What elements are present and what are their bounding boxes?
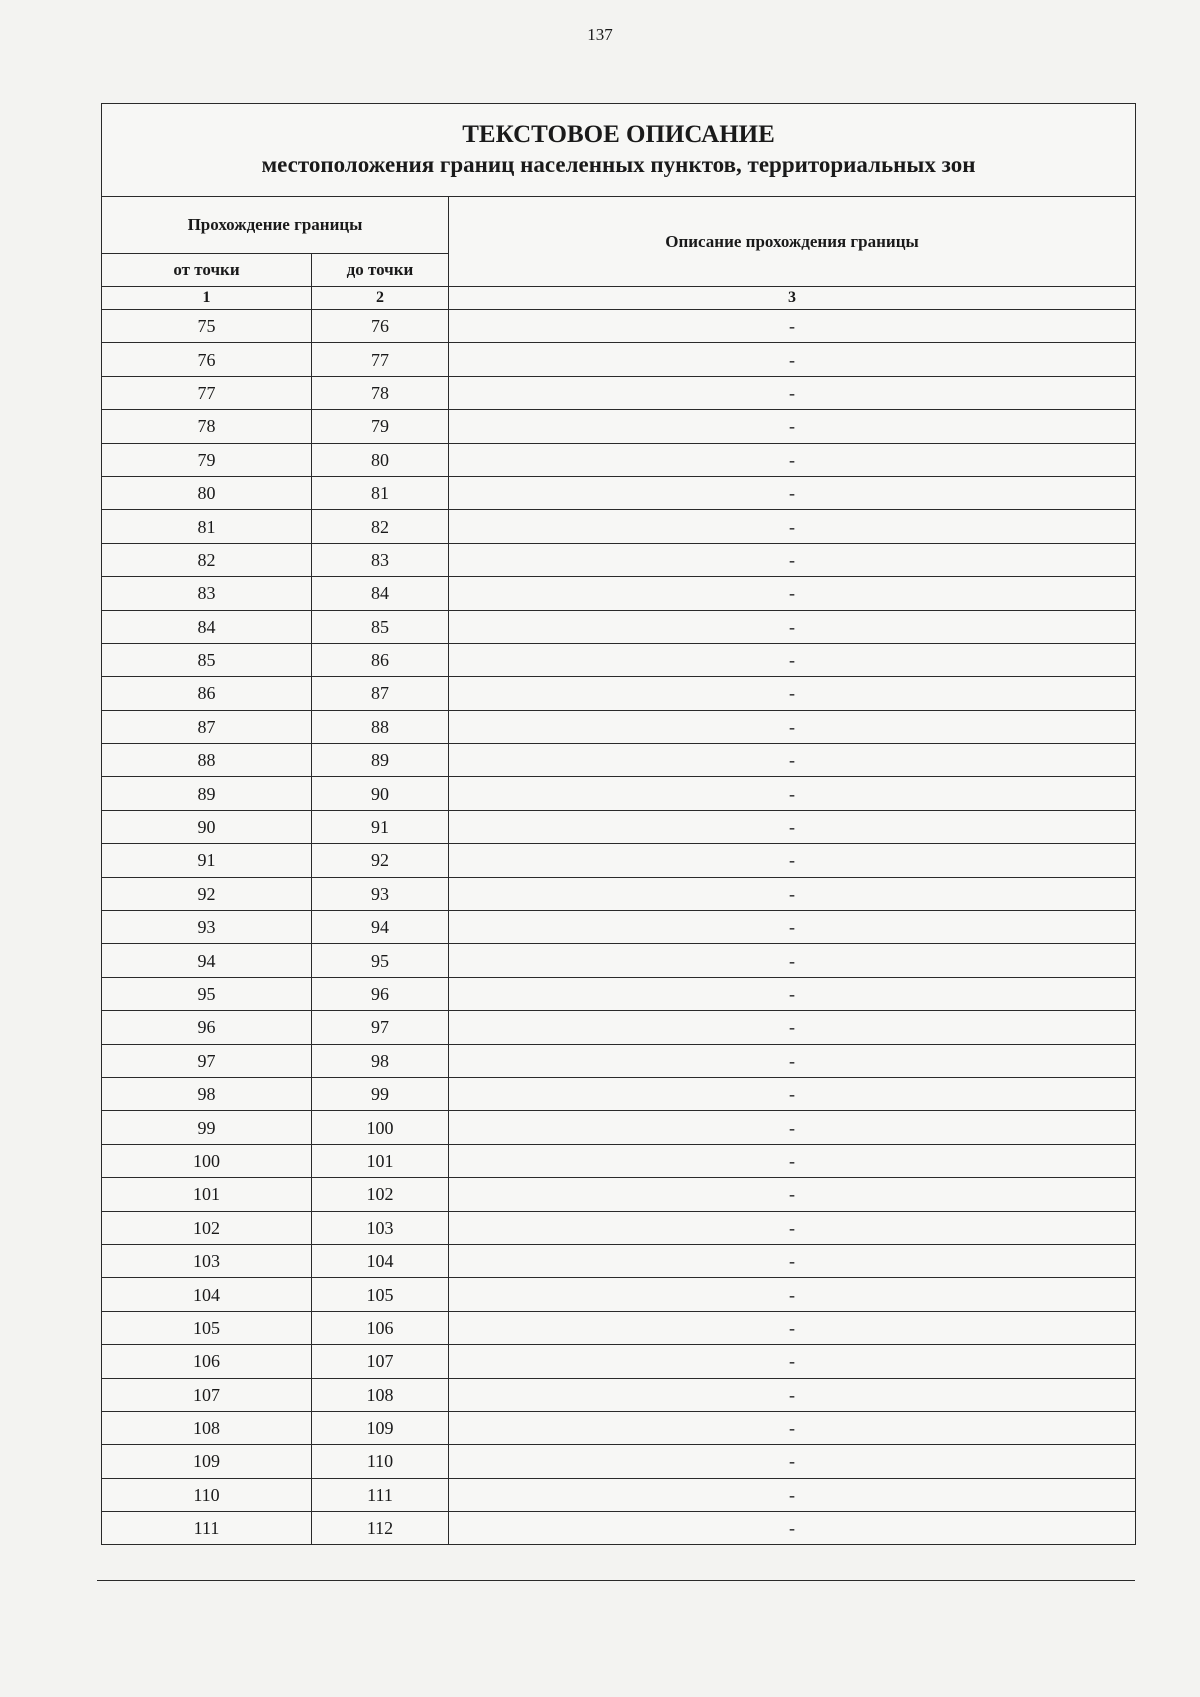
from-point-cell: 81 xyxy=(102,510,312,543)
page-number: 137 xyxy=(587,25,613,44)
to-point-cell: 107 xyxy=(312,1345,449,1378)
to-point-cell: 105 xyxy=(312,1278,449,1311)
from-point-cell: 106 xyxy=(102,1345,312,1378)
to-point-cell: 80 xyxy=(312,443,449,476)
table-row xyxy=(102,1411,1136,1444)
table-row xyxy=(102,677,1136,710)
boundary-description-table xyxy=(101,103,1136,1545)
to-point-cell: 76 xyxy=(312,310,449,343)
description-cell: - xyxy=(449,1445,1136,1478)
description-cell: - xyxy=(449,643,1136,676)
from-point-cell: 83 xyxy=(102,577,312,610)
from-point-cell: 77 xyxy=(102,376,312,409)
from-point-cell: 84 xyxy=(102,610,312,643)
description-cell: - xyxy=(449,911,1136,944)
table-row xyxy=(102,1311,1136,1344)
description-header: Описание прохождения границы xyxy=(449,197,1136,287)
document-subtitle: местоположения границ населенных пунктов, территориальных зон xyxy=(261,152,976,177)
description-cell: - xyxy=(449,1478,1136,1511)
to-point-cell: 106 xyxy=(312,1311,449,1344)
from-point-cell: 96 xyxy=(102,1011,312,1044)
from-point-header: от точки xyxy=(102,254,312,287)
table-row xyxy=(102,443,1136,476)
from-point-cell: 100 xyxy=(102,1144,312,1177)
from-point-cell: 98 xyxy=(102,1077,312,1110)
to-point-header: до точки xyxy=(312,254,449,287)
description-cell: - xyxy=(449,810,1136,843)
to-point-cell: 93 xyxy=(312,877,449,910)
from-point-cell: 95 xyxy=(102,977,312,1010)
column-number-2: 2 xyxy=(312,287,449,310)
description-cell: - xyxy=(449,443,1136,476)
table-row xyxy=(102,777,1136,810)
description-cell: - xyxy=(449,1411,1136,1444)
table-row xyxy=(102,844,1136,877)
description-cell: - xyxy=(449,877,1136,910)
to-point-cell: 90 xyxy=(312,777,449,810)
to-point-cell: 110 xyxy=(312,1445,449,1478)
table-row xyxy=(102,1278,1136,1311)
to-point-cell: 92 xyxy=(312,844,449,877)
description-cell: - xyxy=(449,577,1136,610)
from-point-cell: 101 xyxy=(102,1178,312,1211)
from-point-cell: 107 xyxy=(102,1378,312,1411)
to-point-cell: 96 xyxy=(312,977,449,1010)
from-point-cell: 82 xyxy=(102,543,312,576)
to-point-cell: 100 xyxy=(312,1111,449,1144)
to-point-cell: 99 xyxy=(312,1077,449,1110)
description-cell: - xyxy=(449,1512,1136,1545)
table-row xyxy=(102,710,1136,743)
from-point-cell: 92 xyxy=(102,877,312,910)
table-row xyxy=(102,1512,1136,1545)
description-cell: - xyxy=(449,610,1136,643)
description-cell: - xyxy=(449,710,1136,743)
description-cell: - xyxy=(449,510,1136,543)
description-cell: - xyxy=(449,1077,1136,1110)
table-row xyxy=(102,1077,1136,1110)
description-cell: - xyxy=(449,343,1136,376)
from-point-cell: 104 xyxy=(102,1278,312,1311)
to-point-cell: 102 xyxy=(312,1178,449,1211)
from-point-cell: 76 xyxy=(102,343,312,376)
description-cell: - xyxy=(449,977,1136,1010)
description-cell: - xyxy=(449,1345,1136,1378)
description-cell: - xyxy=(449,1278,1136,1311)
table-row xyxy=(102,1111,1136,1144)
description-cell: - xyxy=(449,1244,1136,1277)
from-point-cell: 78 xyxy=(102,410,312,443)
document-title: ТЕКСТОВОЕ ОПИСАНИЕ xyxy=(462,121,775,148)
description-cell: - xyxy=(449,310,1136,343)
description-cell: - xyxy=(449,677,1136,710)
table-title-cell xyxy=(102,104,1136,197)
table-row xyxy=(102,510,1136,543)
from-point-cell: 97 xyxy=(102,1044,312,1077)
from-point-cell: 105 xyxy=(102,1311,312,1344)
to-point-cell: 101 xyxy=(312,1144,449,1177)
to-point-cell: 97 xyxy=(312,1011,449,1044)
column-number-1: 1 xyxy=(102,287,312,310)
table-row xyxy=(102,1011,1136,1044)
from-point-cell: 108 xyxy=(102,1411,312,1444)
table-row xyxy=(102,911,1136,944)
description-cell: - xyxy=(449,376,1136,409)
from-point-cell: 86 xyxy=(102,677,312,710)
boundary-passage-header: Прохождение границы xyxy=(102,197,449,254)
from-point-cell: 102 xyxy=(102,1211,312,1244)
description-cell: - xyxy=(449,476,1136,509)
table-row xyxy=(102,1211,1136,1244)
column-number-3: 3 xyxy=(449,287,1136,310)
description-cell: - xyxy=(449,1044,1136,1077)
table-row xyxy=(102,610,1136,643)
table-row xyxy=(102,1044,1136,1077)
to-point-cell: 85 xyxy=(312,610,449,643)
table-row xyxy=(102,1144,1136,1177)
table-row xyxy=(102,476,1136,509)
to-point-cell: 87 xyxy=(312,677,449,710)
table-row xyxy=(102,1445,1136,1478)
table-row xyxy=(102,1378,1136,1411)
table-row xyxy=(102,977,1136,1010)
table-row xyxy=(102,810,1136,843)
title-row xyxy=(102,104,1136,197)
table-row xyxy=(102,543,1136,576)
from-point-cell: 80 xyxy=(102,476,312,509)
to-point-cell: 109 xyxy=(312,1411,449,1444)
from-point-cell: 88 xyxy=(102,744,312,777)
to-point-cell: 108 xyxy=(312,1378,449,1411)
from-point-cell: 94 xyxy=(102,944,312,977)
from-point-cell: 111 xyxy=(102,1512,312,1545)
description-cell: - xyxy=(449,410,1136,443)
from-point-cell: 91 xyxy=(102,844,312,877)
table-row xyxy=(102,1478,1136,1511)
to-point-cell: 81 xyxy=(312,476,449,509)
description-cell: - xyxy=(449,1178,1136,1211)
table-row xyxy=(102,944,1136,977)
to-point-cell: 98 xyxy=(312,1044,449,1077)
column-number-row xyxy=(102,287,1136,310)
to-point-cell: 88 xyxy=(312,710,449,743)
description-cell: - xyxy=(449,944,1136,977)
to-point-cell: 82 xyxy=(312,510,449,543)
from-point-cell: 75 xyxy=(102,310,312,343)
table-row xyxy=(102,1244,1136,1277)
description-cell: - xyxy=(449,543,1136,576)
to-point-cell: 78 xyxy=(312,376,449,409)
to-point-cell: 103 xyxy=(312,1211,449,1244)
description-cell: - xyxy=(449,844,1136,877)
table-row xyxy=(102,343,1136,376)
from-point-cell: 90 xyxy=(102,810,312,843)
description-cell: - xyxy=(449,1111,1136,1144)
to-point-cell: 86 xyxy=(312,643,449,676)
header-row-top xyxy=(102,197,1136,254)
to-point-cell: 89 xyxy=(312,744,449,777)
table-row xyxy=(102,1345,1136,1378)
from-point-cell: 87 xyxy=(102,710,312,743)
description-cell: - xyxy=(449,1211,1136,1244)
from-point-cell: 109 xyxy=(102,1445,312,1478)
table-row xyxy=(102,376,1136,409)
description-cell: - xyxy=(449,1144,1136,1177)
table-row xyxy=(102,577,1136,610)
table-bottom-rule xyxy=(97,1580,1135,1581)
table-row xyxy=(102,744,1136,777)
from-point-cell: 85 xyxy=(102,643,312,676)
from-point-cell: 89 xyxy=(102,777,312,810)
to-point-cell: 111 xyxy=(312,1478,449,1511)
table-row xyxy=(102,410,1136,443)
from-point-cell: 93 xyxy=(102,911,312,944)
from-point-cell: 103 xyxy=(102,1244,312,1277)
to-point-cell: 104 xyxy=(312,1244,449,1277)
description-cell: - xyxy=(449,1311,1136,1344)
to-point-cell: 79 xyxy=(312,410,449,443)
table-row xyxy=(102,643,1136,676)
to-point-cell: 83 xyxy=(312,543,449,576)
description-cell: - xyxy=(449,1011,1136,1044)
to-point-cell: 84 xyxy=(312,577,449,610)
description-cell: - xyxy=(449,777,1136,810)
description-cell: - xyxy=(449,744,1136,777)
table-row xyxy=(102,1178,1136,1211)
from-point-cell: 79 xyxy=(102,443,312,476)
to-point-cell: 91 xyxy=(312,810,449,843)
table-row xyxy=(102,310,1136,343)
to-point-cell: 94 xyxy=(312,911,449,944)
to-point-cell: 112 xyxy=(312,1512,449,1545)
table-row xyxy=(102,877,1136,910)
from-point-cell: 99 xyxy=(102,1111,312,1144)
description-cell: - xyxy=(449,1378,1136,1411)
to-point-cell: 95 xyxy=(312,944,449,977)
to-point-cell: 77 xyxy=(312,343,449,376)
from-point-cell: 110 xyxy=(102,1478,312,1511)
